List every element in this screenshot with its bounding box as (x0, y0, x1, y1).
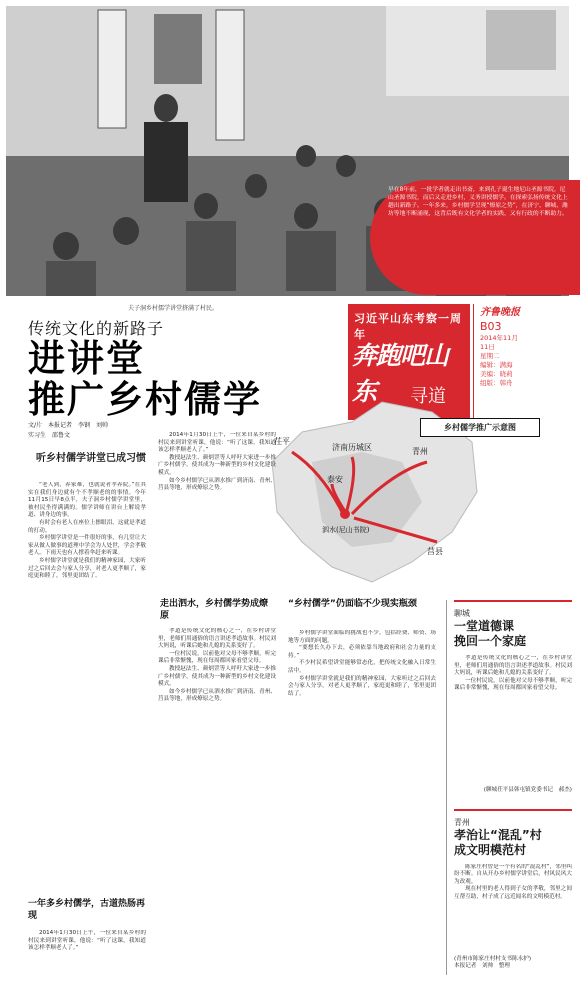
headline (28, 338, 262, 420)
sidebar (454, 600, 572, 971)
section-subhead-1: 走出泗水，乡村儒学势成燎原 (160, 599, 269, 621)
column-2b (158, 628, 276, 973)
sidebar-text-2 (454, 864, 572, 956)
intro-text: 早在8年前，一批学者就走出书斋，来到孔子诞生地尼山圣源书院，尼山圣源书院，而后又走进乡村，义务讲授儒学。在探索弘扬传统文化上趟出新路子。一年多来，乡村儒学呈现“燎原之势”，在济宁、聊城、潍坊等地不断涌现，这背后既有文化学者的实践，又有行政的不断助力。 (388, 187, 568, 217)
logo-title: 奔跑吧山东 (352, 341, 449, 406)
section-subhead-2: 一年多乡村儒学，古道热肠再现 (28, 899, 146, 921)
map-label-0: 茌平 (274, 437, 290, 446)
page-number: B03 (480, 320, 502, 333)
sidebar-location-2: 青州 (454, 817, 470, 827)
byline (28, 421, 108, 441)
sidebar-head-1b: 挽回一个家庭 (454, 634, 527, 648)
paragraph: “要想长久办下去，必须依靠当地政府和社会力量的支持。” (288, 645, 436, 659)
column-3 (288, 630, 436, 975)
column-1b (28, 930, 146, 975)
paragraph: 2014年1月30日上午，一位来自某乡村的村民来到讲堂听课，他说：“听了这课，我知道该怎样孝顺老人了。” (158, 432, 276, 454)
paragraph: 一位村民说，以前他对父母不够孝顺，听完课后非常惭愧，现在每周都回家看望父母。 (454, 677, 572, 692)
edition-weekday: 星期二 (480, 352, 500, 360)
sidebar-rule-2 (454, 809, 572, 811)
paragraph: 有时会有老人在座位上擦眼泪，这就是孝道的打动。 (28, 519, 146, 534)
paragraph: 不少村民希望讲堂能够常态化，把传统文化融入日常生活中。 (288, 660, 436, 674)
column-2 (158, 432, 276, 582)
map-title: 乡村儒学推广示意图 (420, 418, 540, 437)
edition-art: 美编：晓莉 (480, 370, 513, 378)
paragraph: 如今乡村儒学已从泗水推广到济南、青州、莒县等地，形成燎原之势。 (158, 688, 276, 703)
sidebar-text-1 (454, 655, 572, 787)
byline-line-2: 实习生 邵鲁文 (28, 432, 71, 439)
headline-line-1: 进讲堂 (28, 337, 145, 380)
map-label-3: 泰安 (327, 475, 343, 484)
paragraph: 孝道是传统文化的核心之一，在乡村讲堂里，老师们用通俗的语言讲述孝道故事。村民刘大妈说，听课后她和儿媳的关系变好了。 (454, 655, 572, 677)
paragraph: 乡村儒学讲堂就是我们的精神家园，大家听过之后回去会与家人分享，对老人更孝顺了，家庭更和睦了，邻里更团结了。 (288, 675, 436, 697)
sidebar-credit-2: (青州市陈家庄村村支书陈永护) (454, 955, 532, 962)
sidebar-head-1a: 一堂道德课 (454, 619, 515, 633)
intro-bubble (370, 180, 580, 295)
sidebar-head-2a: 孝治让“混乱”村 (454, 827, 542, 842)
map-label-2: 青州 (412, 447, 428, 456)
paragraph: 2014年1月30日上午，一位来自某乡村的村民来到讲堂听课，他说：“听了这课，我知道该怎样孝顺老人了。” (28, 930, 146, 952)
headline-line-2: 推广乡村儒学 (28, 378, 262, 421)
map-label-1: 济南历城区 (332, 443, 372, 452)
paragraph: “老人到，养家难，也就说者孝养院。”在其实在我们身边就有个不孝顺老的的事情。今年11月15日早8点半，夫子洞乡村儒学讲堂里，被村民坐得满满的。儒学讲师在讲台上解说孝道、讲身边的事。 (28, 482, 146, 519)
logo-subtitle: 寻道 (410, 386, 446, 407)
paragraph: 乡村儒学讲堂是一件很好的事，有几堂让大家从做人做事的道理中学会为人处世，学会孝敬老人。下雨天也有人撑着伞赶来听课。 (28, 535, 146, 557)
section-subhead-3: “乡村儒学”仍面临不少现实瓶颈 (288, 599, 417, 609)
sidebar-head-2b: 成文明模范村 (454, 842, 527, 857)
sidebar-credit-3: 本报记者 刘帅 整理 (454, 963, 510, 970)
edition-date: 2014年11月11日 (480, 334, 518, 351)
paragraph: 乡村儒学讲堂就是我们的精神家园，大家听过之后回去会与家人分享，对老人更孝顺了，家庭更和睦了，邻里更团结了。 (28, 557, 146, 580)
edition-editor: 编辑：满海 (480, 361, 513, 369)
paragraph: 如今乡村儒学已从泗水推广到济南、青州、莒县等地，形成燎原之势。 (158, 477, 276, 492)
paragraph: 教授赵法生、颜炳罡等人呼吁大家进一步推广乡村儒学，使其成为一种新型的乡村文化建设模式。 (158, 454, 276, 476)
headline-kicker: 传统文化的新路子 (28, 319, 165, 338)
paragraph: 教授赵法生、颜炳罡等人呼吁大家进一步推广乡村儒学，使其成为一种新型的乡村文化建设模式。 (158, 665, 276, 688)
sidebar-credit-1: (聊城茌平县韩屯镇党委书记 郝杰) (483, 787, 572, 793)
sidebar-location-1: 聊城 (454, 609, 470, 618)
paragraph: 陈家庄村曾是一个有名的“混乱村”，邻里纠纷不断。自从开办乡村儒学讲堂后，村风民风大为改观。 (454, 863, 572, 885)
logo-top-line: 习近平山东考察一周年 (354, 312, 462, 341)
photo-caption: 夫子洞乡村儒学讲堂挤满了村民。 (128, 305, 219, 312)
lead-subhead: 听乡村儒学讲堂已成习惯 (36, 453, 146, 464)
sidebar-rule-1 (454, 600, 572, 602)
paragraph: 乡村儒学讲堂面临的挑战也不少，包括经费、师资、场地等方面的问题。 (288, 630, 436, 644)
paragraph: 一位村民说，以前他对父母不够孝顺，听完课后非常惭愧，现在每周都回家看望父母。 (158, 650, 276, 665)
paragraph: 现在村里的老人得到子女的孝敬，邻里之间互帮互助，村子成了远近闻名的文明模范村。 (454, 886, 572, 900)
paper-name: 齐鲁晚报 (480, 307, 520, 318)
sidebar-divider (446, 600, 447, 975)
map-label-5: 莒县 (427, 547, 443, 556)
byline-line-1: 文/片 本报记者 李钢 刘帅 (28, 422, 109, 429)
edition-layout: 组版：韩舟 (480, 379, 513, 387)
map-label-4: 泗水(尼山书院) (322, 526, 370, 534)
column-1 (28, 482, 146, 892)
paragraph: 孝道是传统文化的核心之一，在乡村讲堂里，老师们用通俗的语言讲述孝道故事。村民刘大妈说，听课后她和儿媳的关系变好了。 (158, 628, 276, 650)
